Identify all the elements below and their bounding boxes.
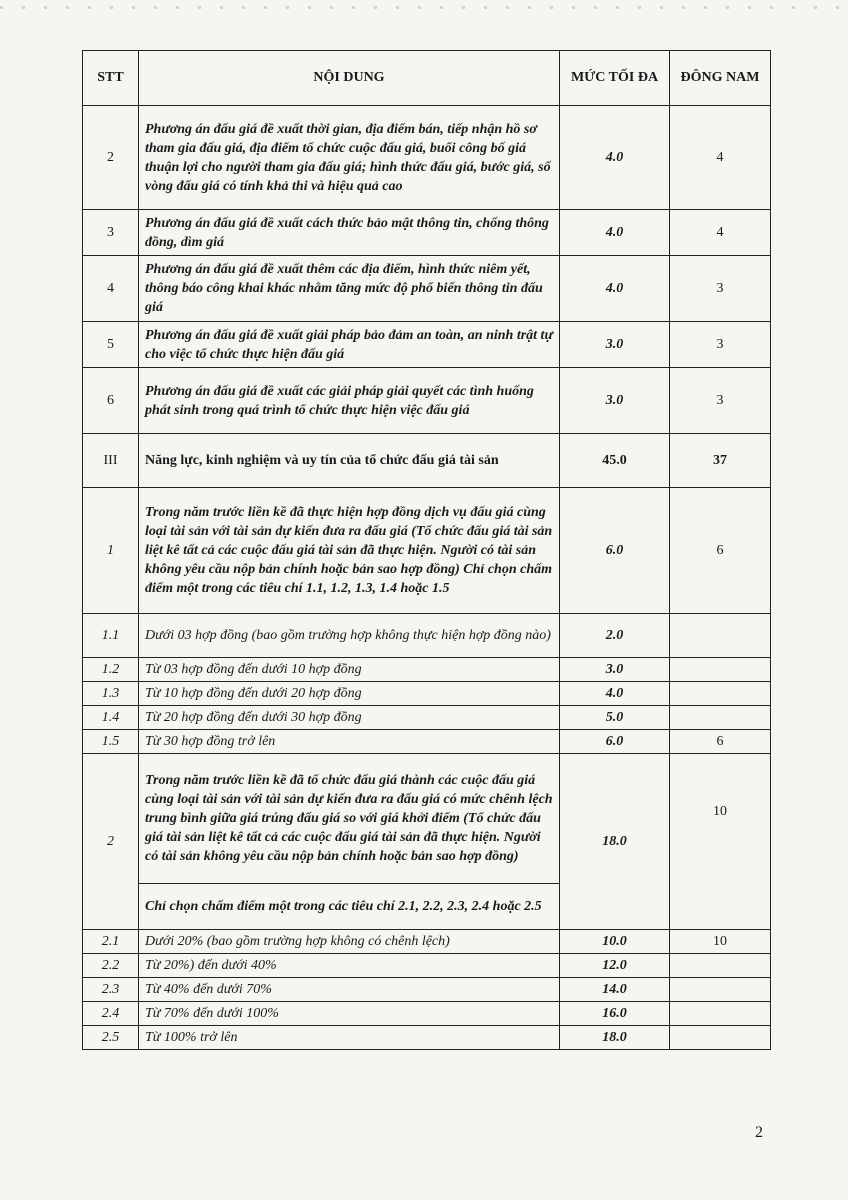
table-row: 1.3 Từ 10 hợp đồng đến dưới 20 hợp đồng 4.0 (83, 682, 771, 706)
table-row: 1 Trong năm trước liền kề đã thực hiện hợp đồng dịch vụ đấu giá cùng loại tài sản với tài sản dự kiến đưa ra đấu giá (Tổ chức đấu giá tài sản liệt kê tất cả các cuộc đấu giá tài sản đã thực hiện. Người có tài sản không yêu cầu nộp bản chính hoặc bản sao hợp đồng) Chỉ chọn chấm điểm một trong các tiêu chí 1.1, 1.2, 1.3, 1.4 hoặc 1.5 6.0 6 (83, 488, 771, 614)
table-row: 2.5 Từ 100% trở lên 18.0 (83, 1026, 771, 1050)
header-stt: STT (83, 51, 139, 106)
table-row: 2.1 Dưới 20% (bao gồm trường hợp không có chênh lệch) 10.0 10 (83, 930, 771, 954)
header-company: ĐÔNG NAM (670, 51, 771, 106)
scan-edge (0, 6, 848, 9)
table-header-row (83, 51, 771, 106)
table-row: 1.4 Từ 20 hợp đồng đến dưới 30 hợp đồng 5.0 (83, 706, 771, 730)
table-row: 1.1 Dưới 03 hợp đồng (bao gồm trường hợp không thực hiện hợp đồng nào) 2.0 (83, 614, 771, 658)
table-row: 5 Phương án đấu giá đề xuất giải pháp bảo đảm an toàn, an ninh trật tự cho việc tổ chức thực hiện đấu giá 3.0 3 (83, 322, 771, 368)
table-row: 2 Phương án đấu giá đề xuất thời gian, địa điểm bán, tiếp nhận hồ sơ tham gia đấu giá, địa điểm tổ chức cuộc đấu giá, buổi công bố giá thuận lợi cho người tham gia đấu giá; hình thức đấu giá, bước giá, số vòng đấu giá có tính khả thi và hiệu quả cao 4.0 4 (83, 106, 771, 210)
page-number: 2 (755, 1124, 763, 1141)
table-row: 2 Trong năm trước liền kề đã tổ chức đấu giá thành các cuộc đấu giá cùng loại tài sản với tài sản dự kiến đưa ra đấu giá có mức chênh lệch trung bình giữa giá trúng đấu giá so với giá khởi điểm (Tổ chức đấu giá tài sản liệt kê tất cả các cuộc đấu giá tài sản đã thực hiện. Người có tài sản không yêu cầu nộp bản chính hoặc bản sao hợp đồng) 18.0 10 (83, 754, 771, 884)
header-max: MỨC TỐI ĐA (560, 51, 670, 106)
header-content: NỘI DUNG (139, 51, 560, 106)
table-row: 1.2 Từ 03 hợp đồng đến dưới 10 hợp đồng 3.0 (83, 658, 771, 682)
table-row: 4 Phương án đấu giá đề xuất thêm các địa điểm, hình thức niêm yết, thông báo công khai khác nhằm tăng mức độ phổ biến thông tin đấu giá 4.0 3 (83, 256, 771, 322)
table-row: III Năng lực, kinh nghiệm và uy tín của tổ chức đấu giá tài sản 45.0 37 (83, 434, 771, 488)
table-row: 2.3 Từ 40% đến dưới 70% 14.0 (83, 978, 771, 1002)
table-row: 1.5 Từ 30 hợp đồng trở lên 6.0 6 (83, 730, 771, 754)
table-row: 6 Phương án đấu giá đề xuất các giải pháp giải quyết các tình huống phát sinh trong quá trình tổ chức thực hiện việc đấu giá 3.0 3 (83, 368, 771, 434)
scoring-table (82, 50, 771, 1050)
table-row: 3 Phương án đấu giá đề xuất cách thức bảo mật thông tin, chống thông đồng, dìm giá 4.0 4 (83, 210, 771, 256)
table-row: 2.4 Từ 70% đến dưới 100% 16.0 (83, 1002, 771, 1026)
criteria-note: Chỉ chọn chấm điểm một trong các tiêu chí 2.1, 2.2, 2.3, 2.4 hoặc 2.5 (139, 884, 560, 930)
table-row: 2.2 Từ 20%) đến dưới 40% 12.0 (83, 954, 771, 978)
